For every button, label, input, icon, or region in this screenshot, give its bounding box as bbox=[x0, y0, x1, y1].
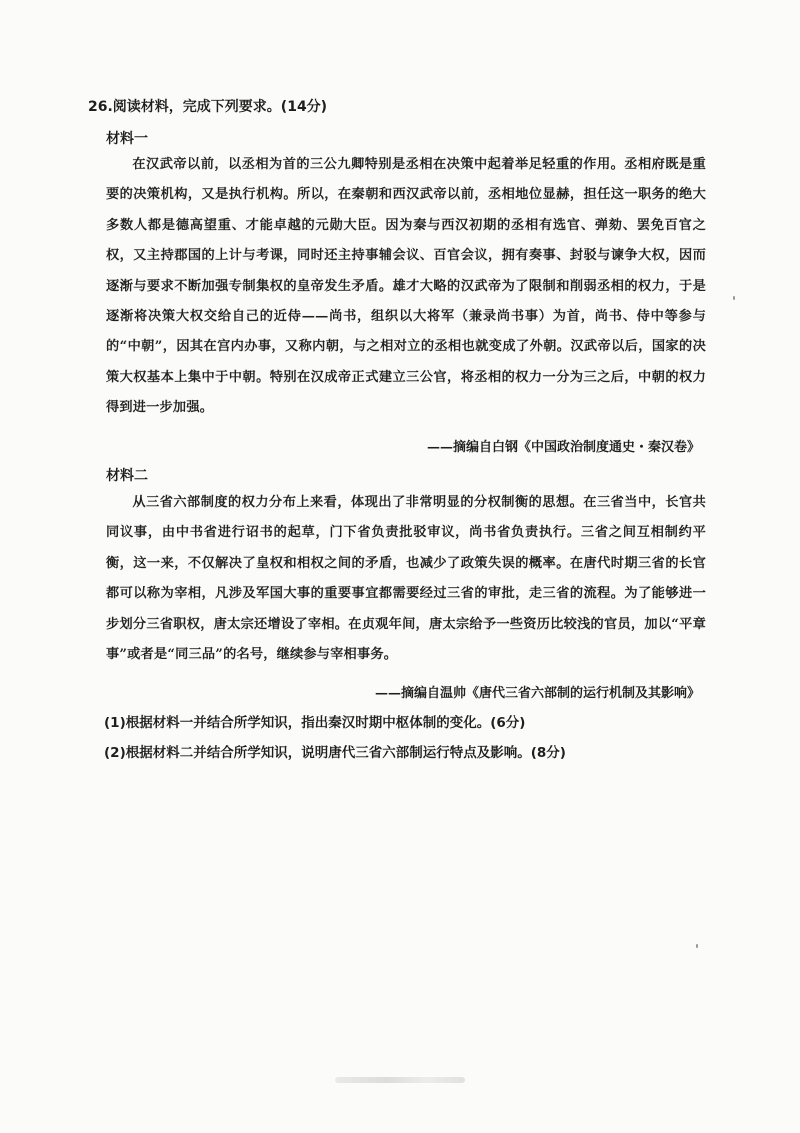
material-1-heading: 材料一 bbox=[106, 131, 148, 147]
material-2-heading: 材料二 bbox=[106, 468, 148, 484]
faded-page-footer bbox=[335, 1077, 465, 1083]
subquestion-1: (1)根据材料一并结合所学知识，指出秦汉时期中枢体制的变化。(6分) bbox=[104, 715, 526, 731]
question-title: 26.阅读材料，完成下列要求。(14分) bbox=[88, 99, 328, 115]
scan-speck bbox=[696, 944, 698, 948]
material-1-source: ——摘编自白钢《中国政治制度通史・秦汉卷》 bbox=[426, 440, 700, 455]
material-2-source: ——摘编自温帅《唐代三省六部制的运行机制及其影响》 bbox=[374, 686, 700, 701]
subquestion-2: (2)根据材料二并结合所学知识，说明唐代三省六部制运行特点及影响。(8分) bbox=[104, 745, 566, 761]
material-2-text: 从三省六部制度的权力分布上来看，体现出了非常明显的分权制衡的思想。在三省当中，长官共同议事，由中书省进行诏书的起草，门下省负责批驳审议，尚书省负责执行。三省之间互相制约平衡，这一来，不仅解决了皇权和相权之间的矛盾，也减少了政策失误的概率。在唐代时期三省的长官都可以称为宰相，凡涉及军国大事的重要事宜都需要经过三省的审批，走三省的流程。为了能够进一步划分三省职权，唐太宗还增设了宰相。在贞观年间，唐太宗给予一些资历比较浅的官员，加以“平章事”或者是“同三品”的名号，继续参与宰相事务。 bbox=[106, 495, 706, 663]
material-1-text: 在汉武帝以前，以丞相为首的三公九卿特别是丞相在决策中起着举足轻重的作用。丞相府既是重要的决策机构，又是执行机构。所以，在秦朝和西汉武帝以前，丞相地位显赫，担任这一职务的绝大多数人都是德高望重、才能卓越的元勋大臣。因为秦与西汉初期的丞相有选官、弹劾、罢免百官之权，又主持郡国的上计与考课，同时还主持事辅会议、百官会议，拥有奏事、封驳与谏争大权，因而逐渐与要求不断加强专制集权的皇帝发生矛盾。雄才大略的汉武帝为了限制和削弱丞相的权力，于是逐渐将决策大权交给自己的近侍——尚书，组织以大将军（兼录尚书事）为首，尚书、侍中等参与的“中朝”，因其在宫内办事，又称内朝，与之相对立的丞相也就变成了外朝。汉武帝以后，国家的决策大权基本上集中于中朝。特别在汉成帝正式建立三公官，将丞相的权力一分为三之后，中朝的权力得到进一步加强。 bbox=[106, 157, 706, 416]
scan-speck bbox=[733, 296, 735, 300]
